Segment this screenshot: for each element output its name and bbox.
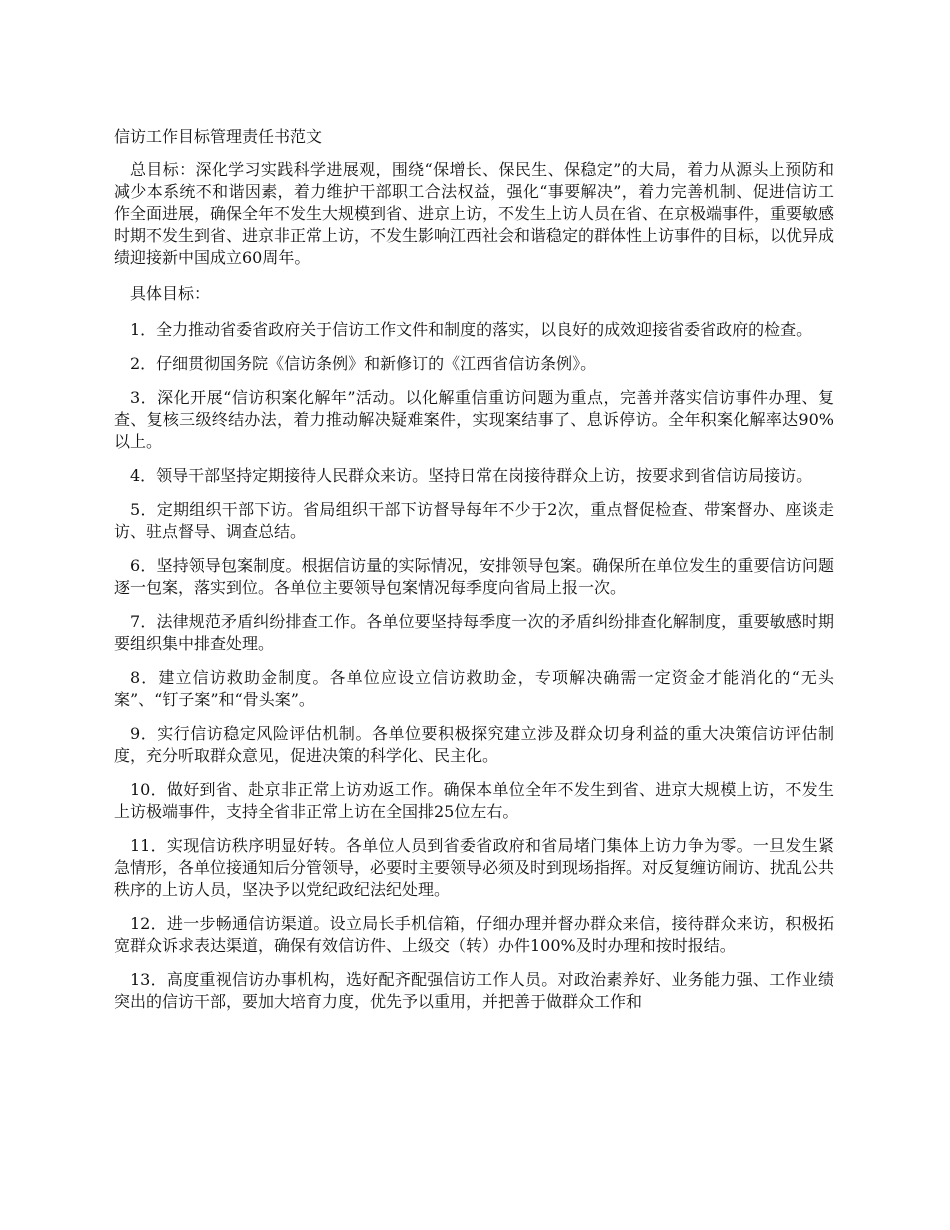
goal-item-12: 12．进一步畅通信访渠道。设立局长手机信箱，仔细办理并督办群众来信，接待群众来访，积极拓宽群众诉求表达渠道，确保有效信访件、上级交（转）办件100%及时办理和按时报结。 <box>114 914 834 955</box>
goal-item-8: 8．建立信访救助金制度。各单位应设立信访救助金，专项解决确需一定资金才能消化的“无头案”、“钉子案”和“骨头案”。 <box>114 668 834 709</box>
overall-goal-paragraph: 总目标：深化学习实践科学进展观，围绕“保增长、保民生、保稳定”的大局，着力从源头上预防和减少本系统不和谐因素，着力维护干部职工合法权益，强化“事要解决”，着力完善机制、促进信访工作全面进展，确保全年不发生大规模到省、进京上访，不发生上访人员在省、在京极端事件，重要敏感时期不发生到省、进京非正常上访，不发生影响江西社会和谐稳定的群体性上访事件的目标，以优异成绩迎接新中国成立60周年。 <box>114 160 835 267</box>
goal-item-7: 7．法律规范矛盾纠纷排查工作。各单位要坚持每季度一次的矛盾纠纷排查化解制度，重要敏感时期要组织集中排查处理。 <box>114 612 834 653</box>
specific-goals-heading: 具体目标： <box>130 284 211 303</box>
document-page <box>114 125 834 1025</box>
goal-item-1: 1．全力推动省委省政府关于信访工作文件和制度的落实，以良好的成效迎接省委省政府的检查。 <box>130 320 813 339</box>
goal-item-3: 3．深化开展“信访积案化解年”活动。以化解重信重访问题为重点，完善并落实信访事件办理、复查、复核三级终结办法，着力推动解决疑难案件，实现案结事了、息诉停访。全年积案化解率达90%以上。 <box>114 388 834 451</box>
goal-item-2: 2．仔细贯彻国务院《信访条例》和新修订的《江西省信访条例》。 <box>130 354 597 373</box>
goal-item-13: 13．高度重视信访办事机构，选好配齐配强信访工作人员。对政治素养好、业务能力强、工作业绩突出的信访干部，要加大培育力度，优先予以重用，并把善于做群众工作和 <box>114 970 834 1011</box>
goal-item-4: 4．领导干部坚持定期接待人民群众来访。坚持日常在岗接待群众上访，按要求到省信访局接访。 <box>130 466 813 485</box>
document-title: 信访工作目标管理责任书范文 <box>114 127 323 146</box>
goal-item-5: 5．定期组织干部下访。省局组织干部下访督导每年不少于2次，重点督促检查、带案督办、座谈走访、驻点督导、调查总结。 <box>114 500 834 541</box>
goal-item-9: 9．实行信访稳定风险评估机制。各单位要积极探究建立涉及群众切身利益的重大决策信访评估制度，充分听取群众意见，促进决策的科学化、民主化。 <box>114 724 834 765</box>
goal-item-10: 10．做好到省、赴京非正常上访劝返工作。确保本单位全年不发生到省、进京大规模上访，不发生上访极端事件，支持全省非正常上访在全国排25位左右。 <box>114 780 834 821</box>
goal-item-6: 6．坚持领导包案制度。根据信访量的实际情况，安排领导包案。确保所在单位发生的重要信访问题逐一包案，落实到位。各单位主要领导包案情况每季度向省局上报一次。 <box>114 556 834 597</box>
goal-item-11: 11．实现信访秩序明显好转。各单位人员到省委省政府和省局堵门集体上访力争为零。一旦发生紧急情形，各单位接通知后分管领导，必要时主要领导必须及时到现场指挥。对反复缠访闹访、扰乱公共秩序的上访人员，坚决予以党纪政纪法纪处理。 <box>114 836 835 899</box>
